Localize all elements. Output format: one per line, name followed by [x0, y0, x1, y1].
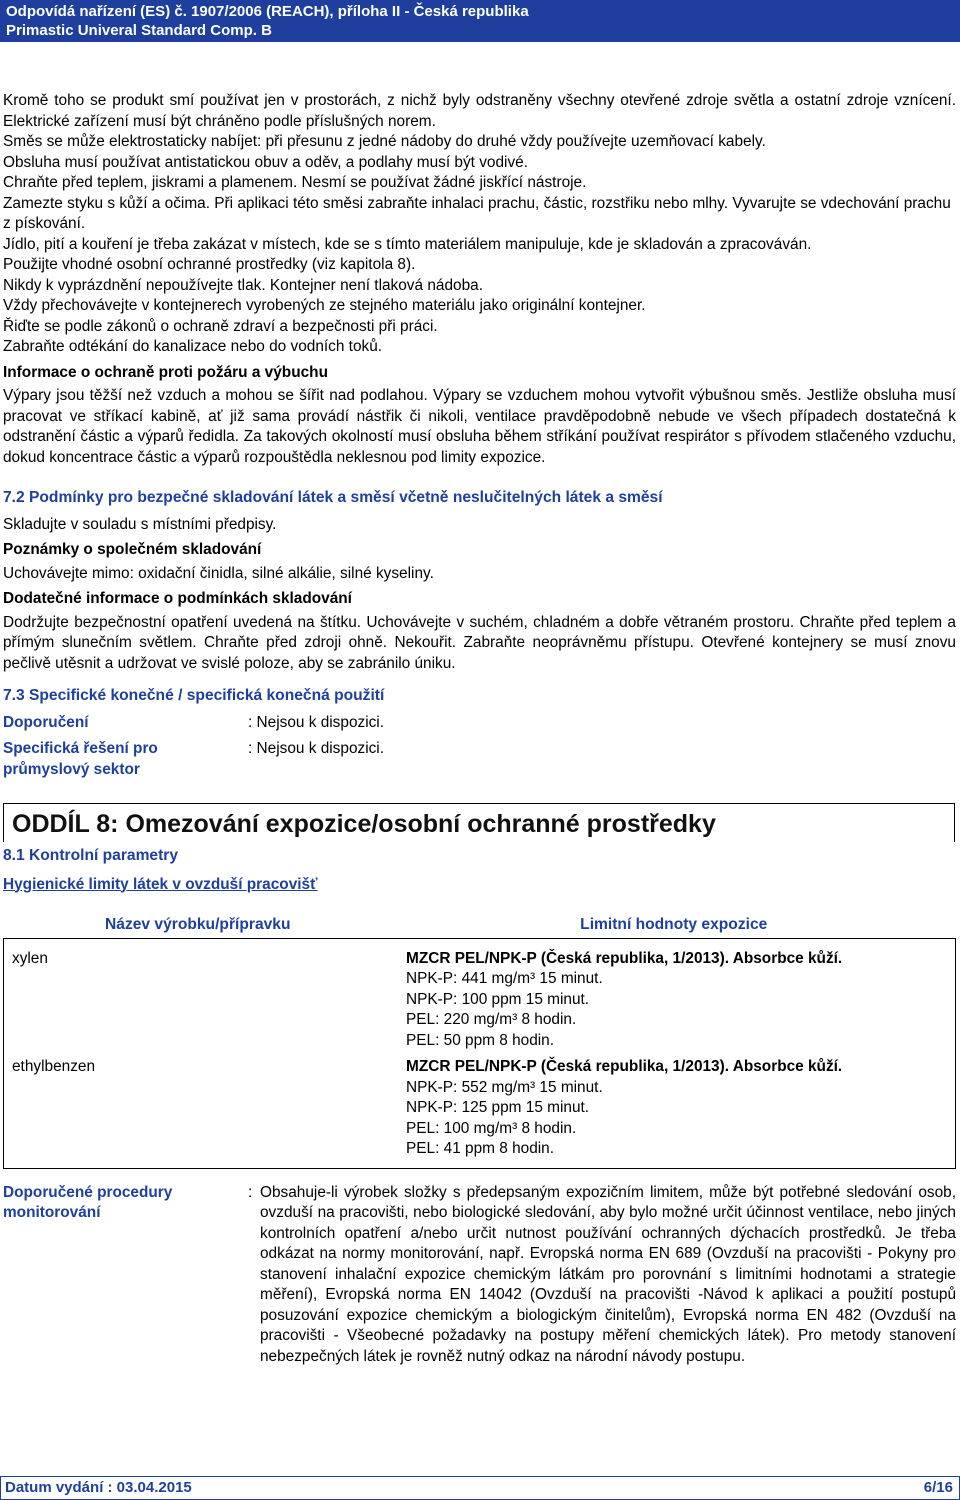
page-content [3, 91, 956, 1367]
page-number: 6/16 [923, 1479, 953, 1496]
paragraph: Kromě toho se produkt smí používat jen v prostorách, z nichž byly odstraněny všechny otevřené zdroje světla a ostatní zdroje vznícení. Elektrické zařízení musí být chráněno podle příslušných norem. [3, 92, 956, 130]
exposure-limits-table [3, 907, 956, 1169]
limit-source: MZCR PEL/NPK-P (Česká republika, 1/2013). Absorbce kůží. [406, 1058, 843, 1075]
monitoring-row [3, 1183, 956, 1368]
document-header [0, 0, 960, 42]
paragraph: Použijte vhodné osobní ochranné prostředky (viz kapitola 8). [3, 256, 416, 273]
common-storage-heading: Poznámky o společném skladování [3, 541, 262, 558]
limit-line: NPK-P: 441 mg/m³ 15 minut. [406, 970, 603, 987]
industrial-label: Specifická řešení pro průmyslový sektor [3, 740, 158, 778]
limit-line: PEL: 100 mg/m³ 8 hodin. [406, 1119, 577, 1137]
regulation-title: Odpovídá nařízení (ES) č. 1907/2006 (REACH), příloha II - Česká republika [6, 3, 529, 20]
fire-text: Výpary jsou těžší než vzduch a mohou se šířit nad podlahou. Výpary se vzduchem mohou vytvořit výbušnou směs. Jestliže obsluha musí pracovat ve stříkací kabině, ať již sama provádí nástřik či nikoli, ventilace pravděpodobně nebude ve všech případech dostatečná k odstranění částic a výparů ředidla. Za takových okolností musí obsluha během stříkání používat respirátor s přívodem stlačeného vzduchu, dokud koncentrace částic a výparů rozpouštědla neklesnou pod limity expozice. [3, 387, 956, 466]
industrial-value: : Nejsou k dispozici. [248, 740, 385, 757]
product-name: Primastic Univeral Standard Comp. B [6, 22, 272, 39]
recommendation-value: : Nejsou k dispozici. [248, 713, 385, 731]
monitoring-colon: : [248, 1183, 253, 1201]
limit-line: NPK-P: 100 ppm 15 minut. [406, 990, 590, 1008]
limit-line: NPK-P: 125 ppm 15 minut. [406, 1099, 590, 1116]
recommendation-label: Doporučení [3, 713, 89, 731]
section-7-3-title: 7.3 Specifické konečné / specifická konečná použití [3, 687, 385, 704]
substance-name: ethylbenzen [4, 1051, 393, 1168]
paragraph: Směs se může elektrostaticky nabíjet: při přesunu z jedné nádoby do druhé vždy používejte uzemňovací kabely. [3, 133, 766, 150]
paragraph: Řiďte se podle zákonů o ochraně zdraví a bezpečnosti při práci. [3, 317, 438, 335]
substance-name: xylen [4, 938, 393, 1051]
document-footer [0, 1476, 960, 1500]
section-7-2-title: 7.2 Podmínky pro bezpečné skladování látek a směsí včetně neslučitelných látek a směsí [3, 489, 663, 506]
recommendation-row [3, 713, 956, 734]
limit-line: PEL: 41 ppm 8 hodin. [406, 1140, 555, 1157]
fire-heading: Informace o ochraně proti požáru a výbuchu [3, 363, 328, 381]
issue-date: Datum vydání : 03.04.2015 [5, 1479, 192, 1496]
section-8-header [3, 803, 955, 842]
paragraph: Obsluha musí používat antistatickou obuv a oděv, a podlahy musí být vodivé. [3, 153, 529, 171]
monitoring-text: Obsahuje-li výrobek složky s předepsaným expozičním limitem, může být potřebné sledování osob, ovzduší na pracovišti, nebo biologické sledování, aby bylo možné určit účinnost ventilace, nebo jiných kontrolních opatření a/nebo určit nutnost používání ochranných dýchacích prostředků. Je třeba odkázat na normy monitorování, např. Evropská norma EN 689 (Ovzduší na pracovišti - Pokyny pro stanovení inhalační expozice chemickým látkám pro porovnání s limitními hodnotami a strategie měření), Evropská norma EN 14042 (Ovzduší na pracovišti -Návod k aplikaci a použití postupů posuzování expozice chemickým a biologickým činitelům), Evropská norma EN 482 (Ovzduší na pracovišti - Všeobecné požadavky na postupy měření chemických látek). Pro metody stanovení nebezpečných látek je rovněž nutný odkaz na národní návody postupu. [260, 1183, 956, 1365]
paragraph: Zabraňte odtékání do kanalizace nebo do vodních toků. [3, 338, 383, 355]
paragraph: Vždy přechovávejte v kontejnerech vyrobených ze stejného materiálu jako originální kontejner. [3, 297, 646, 314]
section-8-1-title: 8.1 Kontrolní parametry [3, 847, 179, 864]
paragraph: Zamezte styku s kůží a očima. Při aplikaci této směsi zabraňte inhalaci prachu, částic, rozstřiku nebo mlhy. Vyvarujte se vdechování prachu z pískování. [3, 194, 951, 232]
limit-values [392, 1051, 956, 1168]
limit-line: PEL: 50 ppm 8 hodin. [406, 1031, 555, 1049]
limit-line: PEL: 220 mg/m³ 8 hodin. [406, 1011, 577, 1028]
column-header-limits: Limitní hodnoty expozice [580, 916, 768, 933]
common-storage-text: Uchovávejte mimo: oxidační činidla, silné alkálie, silné kyseliny. [3, 564, 434, 582]
column-header-product: Název výrobku/přípravku [105, 916, 291, 933]
paragraph: Nikdy k vyprázdnění nepoužívejte tlak. Kontejner není tlaková nádoba. [3, 276, 483, 294]
section-8-title: ODDÍL 8: Omezování expozice/osobní ochranné prostředky [12, 810, 716, 838]
extra-storage-text: Dodržujte bezpečnostní opatření uvedená na štítku. Uchovávejte v suchém, chladném a dobře větraném prostoru. Chraňte před teplem a přímým slunečním světlem. Chraňte před zdroji ohně. Nekouřit. Zabraňte neoprávněmu přístupu. Otevřené kontejnery se musí znovu pečlivě utěsnit a udržovat ve svislé poloze, aby se zabránilo úniku. [3, 613, 956, 672]
industrial-row [3, 739, 956, 781]
storage-text: Skladujte v souladu s místními předpisy. [3, 515, 277, 533]
paragraph: Chraňte před teplem, jiskrami a plamenem. Nesmí se používat žádné jiskřící nástroje. [3, 174, 587, 191]
limit-values [392, 938, 956, 1051]
table-row [4, 938, 956, 1051]
paragraph: Jídlo, pití a kouření je třeba zakázat v místech, kde se s tímto materiálem manipuluje, kde je skladován a zpracováván. [3, 235, 812, 253]
table-row [4, 1051, 956, 1168]
limit-line: NPK-P: 552 mg/m³ 15 minut. [406, 1078, 603, 1096]
limit-source: MZCR PEL/NPK-P (Česká republika, 1/2013). Absorbce kůží. [406, 949, 843, 967]
monitoring-label: Doporučené procedury monitorování [3, 1183, 173, 1221]
extra-storage-heading: Dodatečné informace o podmínkách skladování [3, 590, 352, 607]
exposure-table-title: Hygienické limity látek v ovzduší pracovišť [3, 875, 318, 893]
